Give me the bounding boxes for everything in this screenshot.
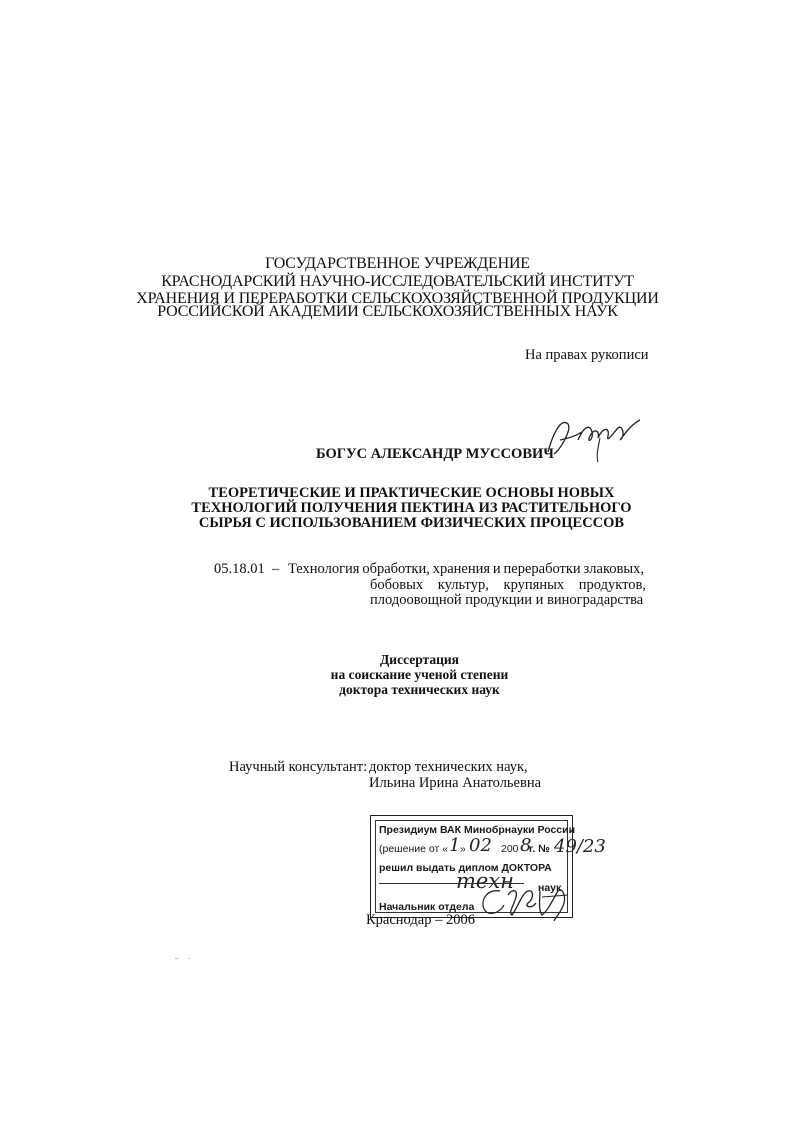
institution-line-3: ХРАНЕНИЯ И ПЕРЕРАБОТКИ СЕЛЬСКОХОЗЯЙСТВЕННОЙ ПРОДУКЦИИ [136,290,659,307]
dissertation-degree-line-2: доктора технических наук [339,682,500,697]
scan-speck [188,958,190,959]
scan-speck [175,958,178,959]
stamp-decision-prefix: (решение от « [379,843,449,855]
city-year: Краснодар – 2006 [366,912,475,928]
specialty-dash: – [272,561,280,577]
specialty-word: продуктов, [578,577,646,593]
specialty-word: злаковых, [583,561,644,577]
stamp-line-diploma: решил выдать диплом ДОКТОРА [379,862,552,874]
institution-line-4: РОССИЙСКОЙ АКАДЕМИИ СЕЛЬСКОХОЗЯЙСТВЕННЫХ НАУК [157,303,618,320]
thesis-title-line-2: ТЕХНОЛОГИЙ ПОЛУЧЕНИЯ ПЕКТИНА ИЗ РАСТИТЕЛЬНОГО [191,500,632,516]
stamp-day-close-quote: » [460,843,466,855]
specialty-code: 05.18.01 [214,561,265,577]
author-signature [540,410,650,465]
specialty-word: культур, [437,577,489,593]
stamp-month-handwritten: 02 [469,835,492,856]
specialty-line-1 [288,561,644,578]
stamp-line-presidium: Президиум ВАК Минобрнауки России [379,824,576,836]
consultant-degree: доктор технических наук, [369,759,528,775]
consultant-label: Научный консультант: [229,759,368,775]
specialty-word: хранения [432,561,491,577]
stamp-head-label: Начальник отдела [379,901,475,913]
specialty-word: переработки [503,561,581,577]
institution-line-1: ГОСУДАРСТВЕННОЕ УЧРЕЖДЕНИЕ [265,255,530,272]
stamp-day-handwritten: 1 [449,835,461,856]
stamp-number-label: г. № [529,843,550,855]
specialty-word: крупяных [503,577,565,593]
specialty-word: и [492,561,501,577]
institution-line-2: КРАСНОДАРСКИЙ НАУЧНО-ИССЛЕДОВАТЕЛЬСКИЙ ИНСТИТУТ [161,273,634,290]
stamp-number-handwritten: 49/23 [554,836,606,857]
stamp-field-line [379,883,524,884]
stamp-year-digit-handwritten: 8 [520,835,532,856]
stamp-field-suffix: наук [538,882,562,894]
consultant-name: Ильина Ирина Анатольевна [369,775,542,791]
specialty-word: обработки, [362,561,430,577]
thesis-title-line-1: ТЕОРЕТИЧЕСКИЕ И ПРАКТИЧЕСКИЕ ОСНОВЫ НОВЫХ [208,485,615,501]
stamp-year-prefix: 200 [501,843,519,855]
specialty-word: бобовых [370,577,424,593]
author-name: БОГУС АЛЕКСАНДР МУССОВИЧ [316,446,554,462]
dissertation-degree-line-1: на соискание ученой степени [330,667,509,682]
stamp-field-handwritten: техн [456,869,515,893]
specialty-word: Технология [288,561,360,577]
thesis-title-line-3: СЫРЬЯ С ИСПОЛЬЗОВАНИЕМ ФИЗИЧЕСКИХ ПРОЦЕССОВ [198,515,625,531]
manuscript-rights-note: На правах рукописи [525,347,649,363]
dissertation-label: Диссертация [380,652,459,667]
stamp-signature [478,885,573,930]
specialty-line-3: плодоовощной продукции и виноградарства [370,592,644,608]
